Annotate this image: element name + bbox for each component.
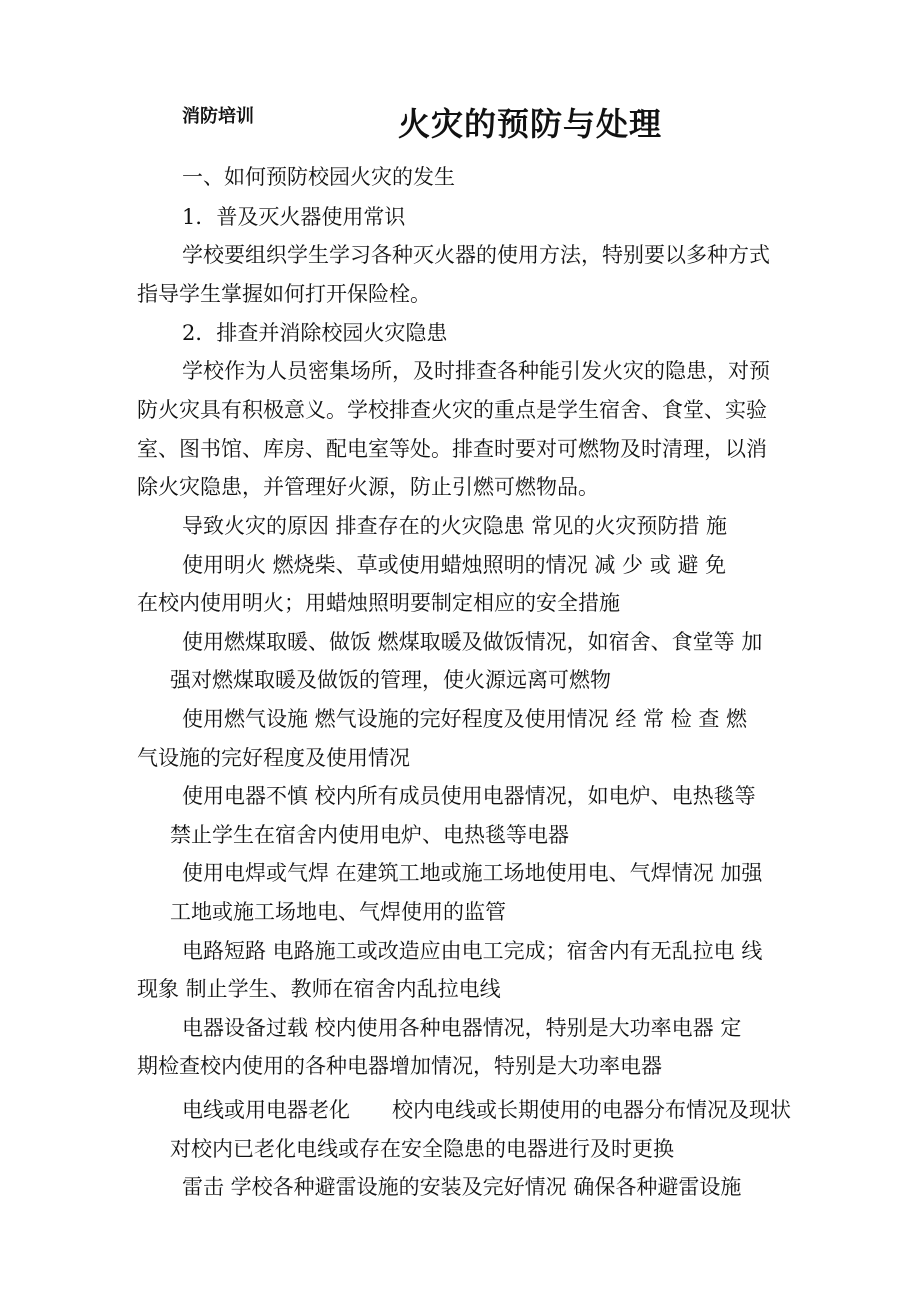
paragraph-line: 指导学生掌握如何打开保险栓。 <box>137 282 431 306</box>
paragraph-line: 除火灾隐患，并管理好火源，防止引燃可燃物品。 <box>137 475 599 499</box>
subsection-heading: 1．普及灭火器使用常识 <box>182 205 406 229</box>
table-row-line: 使用电焊或气焊 在建筑工地或施工场地使用电、气焊情况 加强 <box>182 861 763 885</box>
table-row-line: 现象 制止学生、教师在宿舍内乱拉电线 <box>137 977 501 1001</box>
document-title: 火灾的预防与处理 <box>398 105 663 143</box>
paragraph-line: 防火灾具有积极意义。学校排查火灾的重点是学生宿舍、食堂、实验 <box>137 398 767 422</box>
table-row-line: 气设施的完好程度及使用情况 <box>137 746 410 770</box>
subsection-heading: 2．排查并消除校园火灾隐患 <box>182 321 448 345</box>
table-row-line: 雷击 学校各种避雷设施的安装及完好情况 确保各种避雷设施 <box>182 1175 742 1199</box>
table-row-line: 在校内使用明火；用蜡烛照明要制定相应的安全措施 <box>137 591 620 615</box>
table-row-line: 使用电器不慎 校内所有成员使用电器情况，如电炉、电热毯等 <box>182 784 756 808</box>
paragraph-line: 学校作为人员密集场所，及时排查各种能引发火灾的隐患，对预 <box>182 359 770 383</box>
table-row-line: 强对燃煤取暖及做饭的管理，使火源远离可燃物 <box>170 668 611 692</box>
section-heading: 一、如何预防校园火灾的发生 <box>182 165 455 189</box>
table-row-line: 期检查校内使用的各种电器增加情况，特别是大功率电器 <box>137 1054 662 1078</box>
table-header-line: 导致火灾的原因 排查存在的火灾隐患 常见的火灾预防措 施 <box>182 514 728 538</box>
table-row-line: 使用燃气设施 燃气设施的完好程度及使用情况 经 常 检 查 燃 <box>182 707 748 731</box>
table-row-line: 电路短路 电路施工或改造应由电工完成；宿舍内有无乱拉电 线 <box>182 939 763 963</box>
table-row-line: 对校内已老化电线或存在安全隐患的电器进行及时更换 <box>170 1137 674 1161</box>
table-row-line: 工地或施工场地电、气焊使用的监管 <box>170 900 506 924</box>
paragraph-line: 学校要组织学生学习各种灭火器的使用方法，特别要以多种方式 <box>182 243 770 267</box>
table-row-line: 电线或用电器老化 校内电线或长期使用的电器分布情况及现状 <box>182 1098 791 1122</box>
table-row-line: 使用燃煤取暖、做饭 燃煤取暖及做饭情况，如宿舍、食堂等 加 <box>182 630 763 654</box>
table-row-line: 使用明火 燃烧柴、草或使用蜡烛照明的情况 减 少 或 避 免 <box>182 553 727 577</box>
table-row-line: 电器设备过载 校内使用各种电器情况，特别是大功率电器 定 <box>182 1016 742 1040</box>
paragraph-line: 室、图书馆、库房、配电室等处。排查时要对可燃物及时清理，以消 <box>137 437 767 461</box>
header-label: 消防培训 <box>182 106 254 127</box>
table-row-line: 禁止学生在宿舍内使用电炉、电热毯等电器 <box>170 823 569 847</box>
